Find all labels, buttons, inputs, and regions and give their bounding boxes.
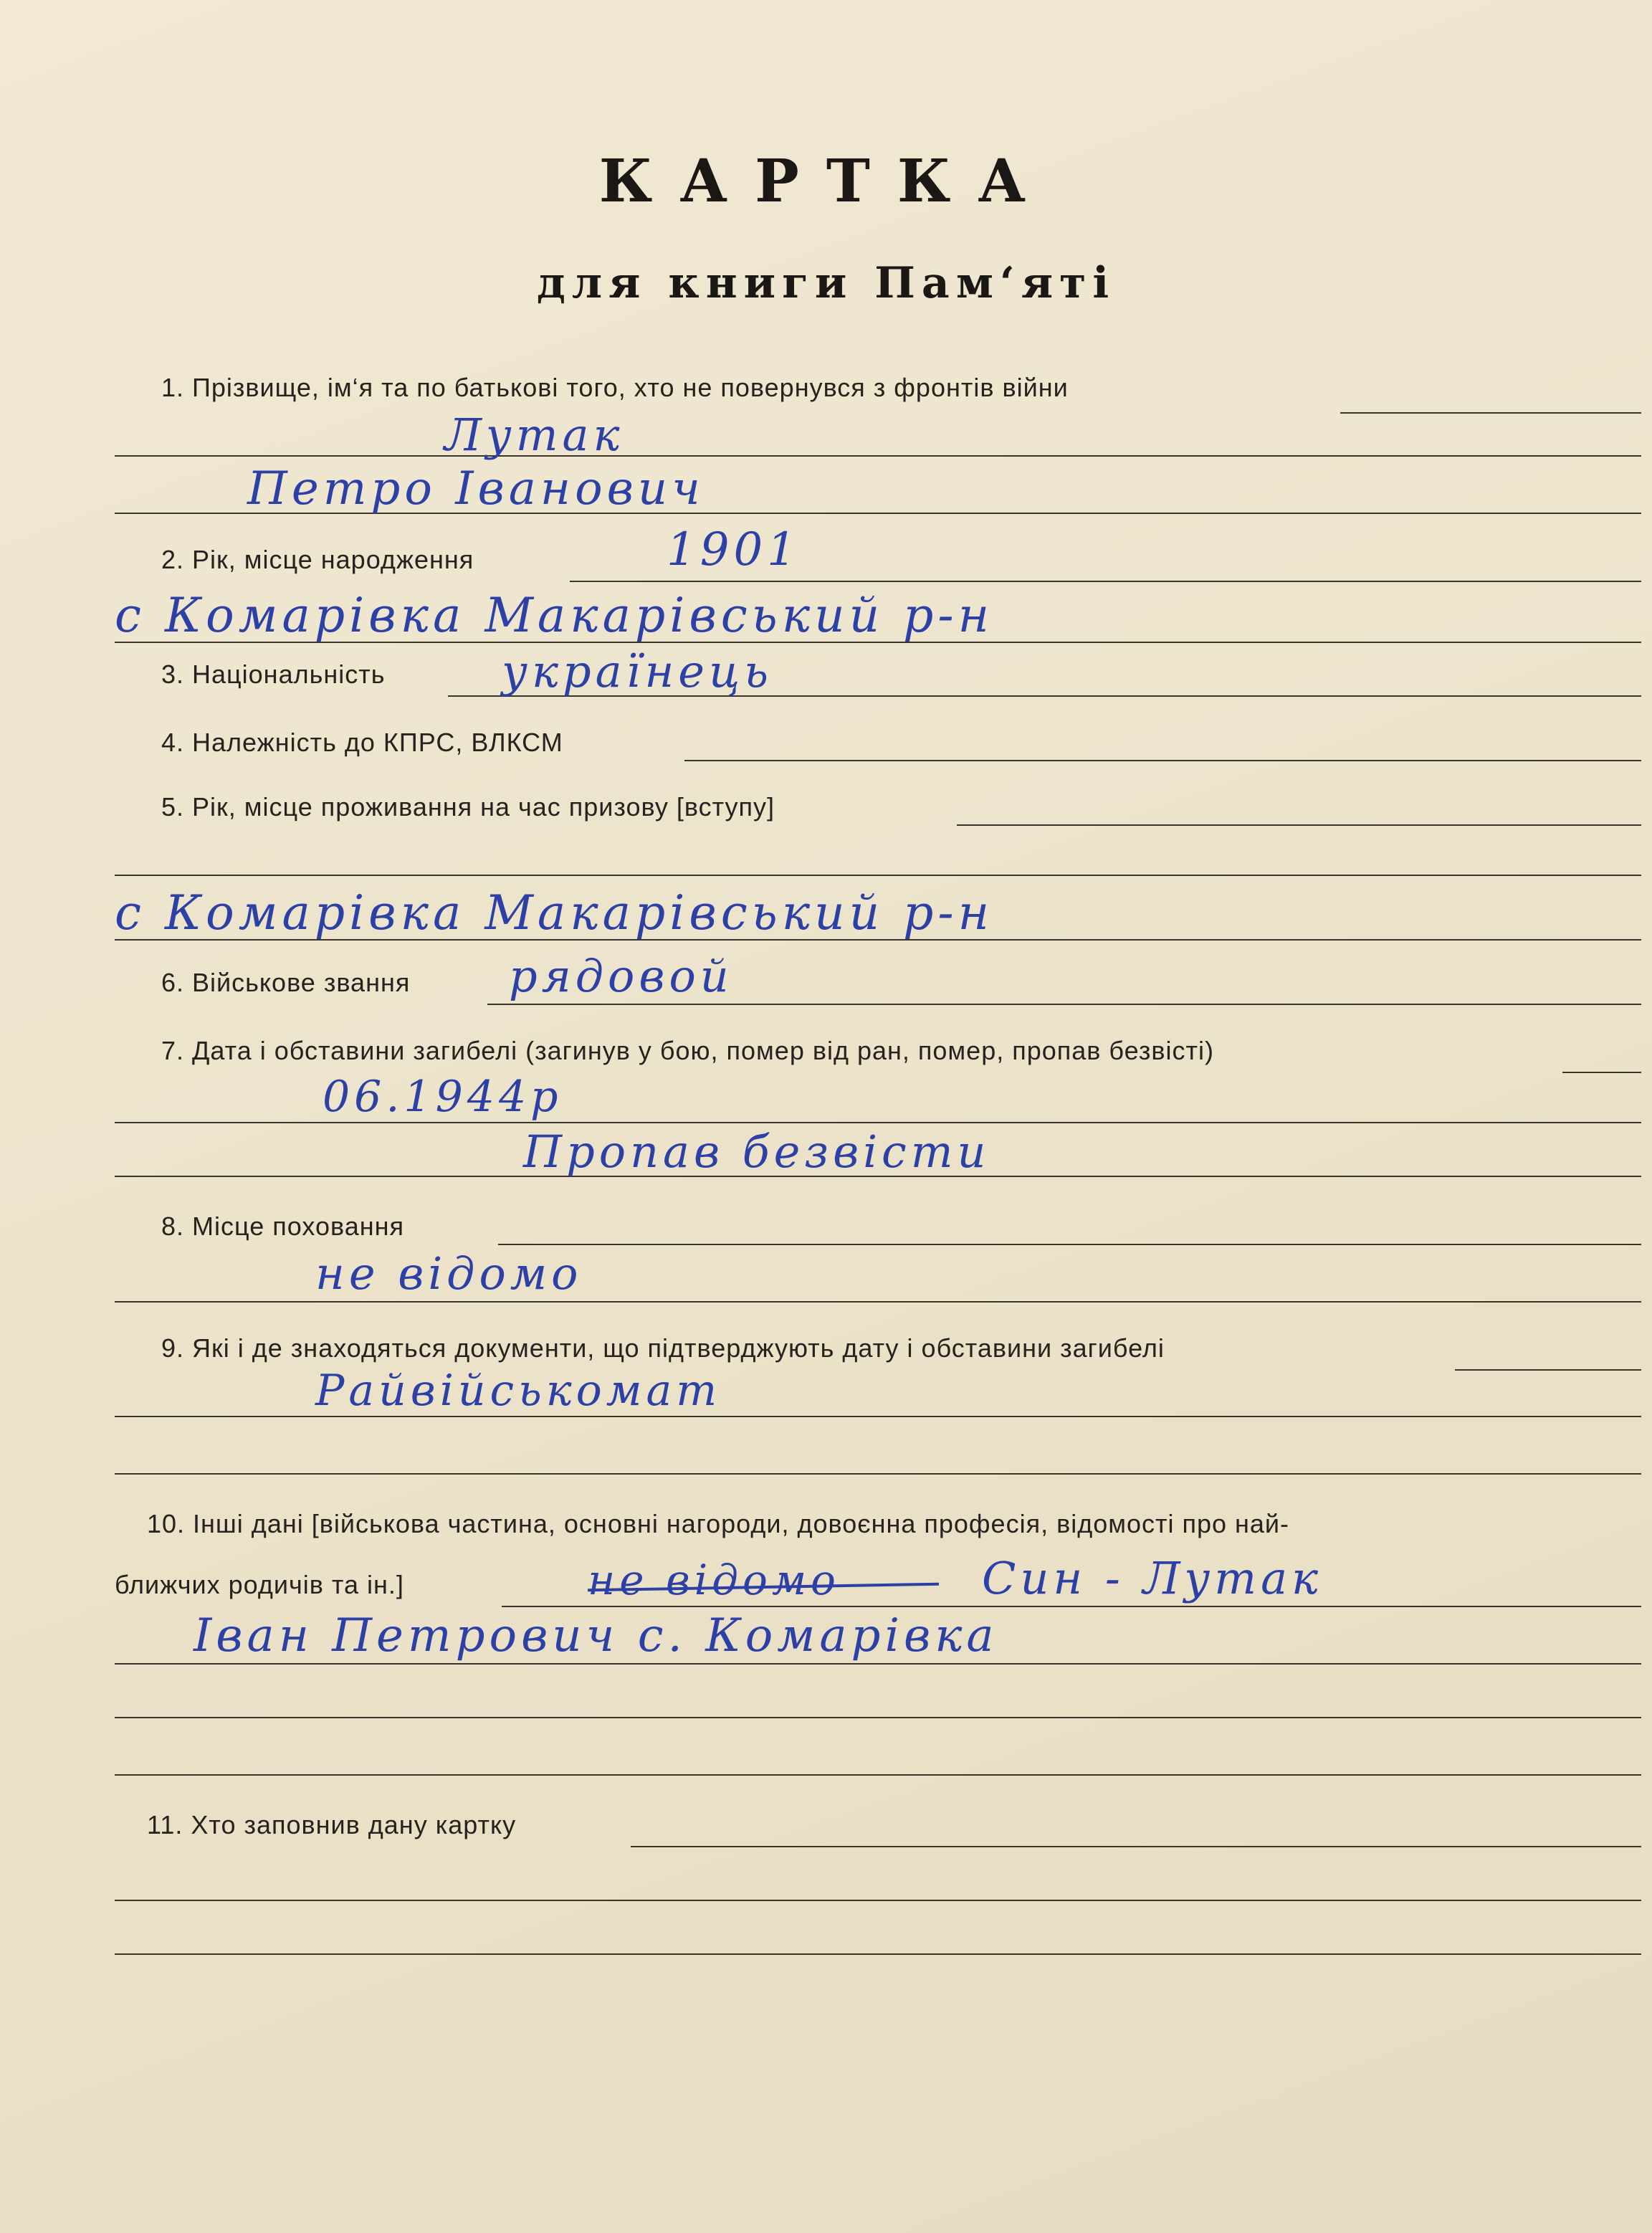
- field-9-rule-2: [115, 1416, 1641, 1417]
- surname-handwriting: Лутак: [444, 409, 624, 461]
- field-5-rule: [957, 824, 1641, 826]
- field-1-rule: [1340, 412, 1641, 414]
- birth-year-handwriting: 1901: [667, 523, 801, 576]
- field-6-rule: [487, 1004, 1641, 1005]
- other-info-line-2-handwriting: Іван Петрович с. Комарівка: [194, 1609, 998, 1662]
- field-5-label: 5. Рік, місце проживання на час призову [вступу]: [161, 792, 775, 822]
- field-8-rule: [498, 1244, 1641, 1245]
- field-5-rule-2: [115, 875, 1641, 876]
- field-11-rule-3: [115, 1953, 1641, 1955]
- field-10-label-line-1: 10. Інші дані [військова частина, основні нагороди, довоєнна професія, відомості про най-: [147, 1509, 1290, 1538]
- field-6-label: 6. Військове звання: [161, 968, 411, 997]
- field-2-rule: [570, 581, 1641, 582]
- field-1-label: 1. Прізвище, ім‘я та по батькові того, хто не повернувся з фронтів війни: [161, 373, 1069, 402]
- field-10-rule-3: [115, 1717, 1641, 1718]
- residence-handwriting: с Комарівка Макарівський р-н: [115, 885, 994, 941]
- name-handwriting: Петро Іванович: [247, 462, 705, 515]
- birth-place-handwriting: с Комарівка Макарівський р-н: [115, 588, 994, 643]
- field-1-rule-2: [115, 455, 1641, 457]
- documents-handwriting: Райвійськомат: [315, 1366, 722, 1416]
- field-11-rule-2: [115, 1900, 1641, 1901]
- field-10-rule-4: [115, 1774, 1641, 1776]
- nationality-handwriting: українець: [502, 645, 773, 697]
- field-8-label: 8. Місце поховання: [161, 1211, 404, 1241]
- card-title: КАРТКА: [598, 147, 1054, 216]
- field-9-label: 9. Які і де знаходяться документи, що підтверджують дату і обставини загибелі: [161, 1333, 1165, 1363]
- field-4-rule: [684, 760, 1641, 761]
- field-4-label: 4. Належність до КПРС, ВЛКСМ: [161, 728, 563, 757]
- field-7-label: 7. Дата і обставини загибелі (загинув у бою, помер від ран, помер, пропав безвісті): [161, 1036, 1214, 1065]
- field-9-rule-3: [115, 1473, 1641, 1475]
- field-7-rule: [1562, 1072, 1641, 1073]
- field-3-label: 3. Національність: [161, 660, 386, 689]
- field-11-label: 11. Хто заповнив дану картку: [147, 1810, 517, 1839]
- field-9-rule: [1455, 1369, 1641, 1371]
- other-info-line-1-handwriting: Син - Лутак: [982, 1552, 1323, 1604]
- other-struck-handwriting: не відомо: [588, 1556, 840, 1604]
- field-10-rule: [502, 1606, 1641, 1607]
- field-2-label: 2. Рік, місце народження: [161, 545, 474, 574]
- rank-handwriting: рядовой: [509, 950, 733, 1002]
- death-circumstances-handwriting: Пропав безвісти: [523, 1125, 990, 1178]
- field-10-label-line-2: ближчих родичів та ін.]: [115, 1570, 404, 1599]
- field-8-rule-2: [115, 1301, 1641, 1303]
- field-7-rule-2: [115, 1122, 1641, 1123]
- death-date-handwriting: 06.1944р: [323, 1072, 563, 1122]
- burial-place-handwriting: не відомо: [315, 1247, 583, 1300]
- field-10-rule-2: [115, 1663, 1641, 1665]
- field-11-rule: [631, 1846, 1641, 1847]
- card-subtitle: для книги Пам‘яті: [536, 258, 1116, 308]
